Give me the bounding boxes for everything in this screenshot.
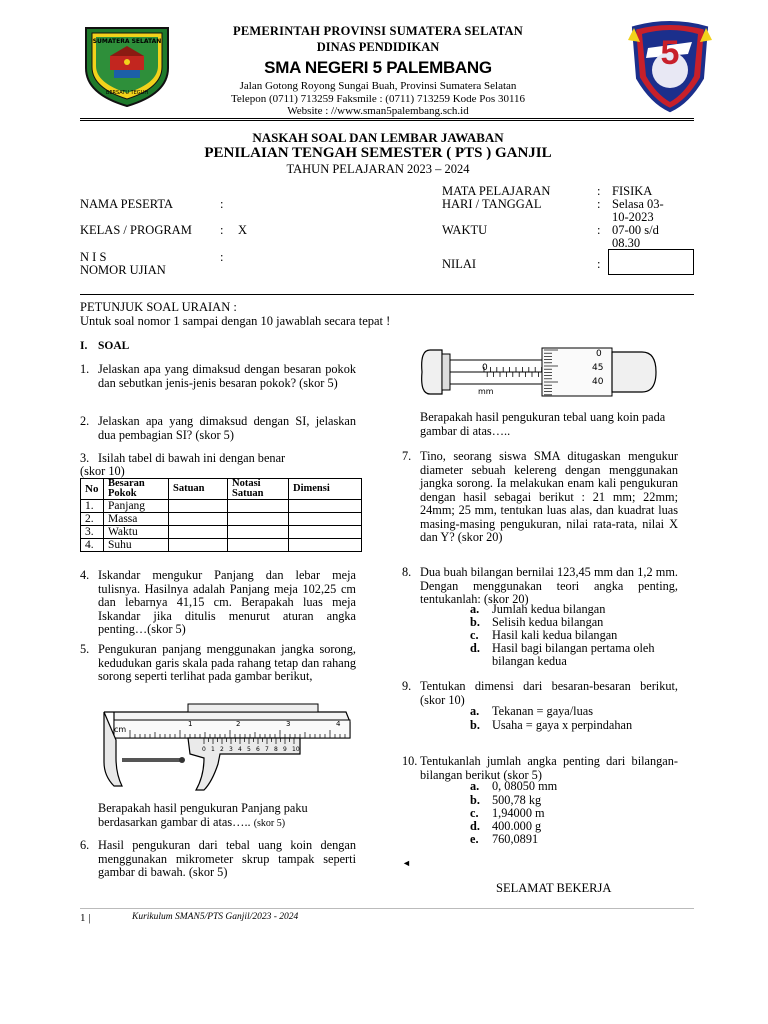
table-cell-empty[interactable]	[228, 513, 289, 526]
q8-option-text: Selisih kedua bilangan	[492, 615, 604, 629]
closing-text: SELAMAT BEKERJA	[496, 881, 612, 895]
header-website: Website : //www.sman5palembang.sch.id	[287, 105, 469, 117]
table-header: Notasi Satuan	[228, 479, 289, 500]
table-cell-no: 1.	[81, 500, 104, 513]
mapel-value: FISIKA	[612, 184, 653, 198]
hari-value-1: Selasa 03-	[612, 197, 664, 211]
section-number: I.	[80, 340, 88, 352]
hari-label: HARI / TANGGAL	[442, 197, 542, 211]
caliper-vernier-label: 10	[292, 746, 300, 753]
kelas-value: X	[238, 223, 248, 237]
waktu-label: WAKTU	[442, 223, 488, 237]
table-cell-empty[interactable]	[228, 500, 289, 513]
caliper-main-label: 2	[236, 720, 241, 728]
table-cell-empty[interactable]	[289, 513, 362, 526]
mapel-label: MATA PELAJARAN	[442, 184, 551, 198]
caliper-diagram	[100, 702, 356, 796]
table-header: No	[81, 479, 104, 500]
table-row	[81, 539, 362, 552]
footer-divider	[80, 908, 694, 909]
section-label: SOAL	[98, 340, 130, 352]
caliper-vernier-label: 3	[229, 746, 233, 753]
table-cell-empty[interactable]	[289, 539, 362, 552]
q2-number: 2.	[80, 414, 90, 428]
q5-after	[98, 802, 356, 830]
caliper-vernier-label: 1	[211, 746, 215, 753]
header-contact	[150, 80, 606, 118]
micrometer-thimble-label: 45	[592, 363, 604, 373]
q9-option-letter: a.	[470, 704, 480, 718]
q3-skor: (skor 10)	[80, 464, 125, 478]
table-header: Besaran Pokok	[104, 479, 169, 500]
waktu-value-1: 07-00 s/d	[612, 223, 659, 237]
q10-option-letter: b.	[470, 793, 480, 807]
hari-value-2: 10-2023	[612, 210, 654, 224]
q10-option-text: 400.000 g	[492, 819, 542, 833]
q9-number: 9.	[402, 679, 412, 693]
q9-text: Tentukan dimensi dari besaran-besaran berikut, (skor 10)	[420, 679, 678, 707]
q8-option-letter: d.	[470, 641, 480, 655]
micrometer-thimble-label: 40	[592, 377, 604, 387]
header-address: Jalan Gotong Royong Sungai Buah, Provinsi Sumatera Selatan	[239, 80, 517, 92]
q6-text: Hasil pengukuran dari tebal uang koin dengan menggunakan mikrometer skrup tampak seperti gambar di bawah. (skor 5)	[98, 838, 356, 879]
q8-option-letter: a.	[470, 602, 480, 616]
q6-after: Berapakah hasil pengukuran tebal uang koin pada gambar di atas…..	[420, 410, 666, 438]
q5-number: 5.	[80, 642, 90, 656]
waktu-value-2: 08.30	[612, 236, 641, 250]
q1-number: 1.	[80, 362, 90, 376]
q8-option-text: Jumlah kedua bilangan	[492, 602, 606, 616]
table-cell-empty[interactable]	[289, 526, 362, 539]
q8-option-letter: b.	[470, 615, 480, 629]
province-logo-text-top: SUMATERA SELATAN	[92, 38, 162, 45]
doc-year: TAHUN PELAJARAN 2023 – 2024	[286, 162, 470, 176]
table-cell-empty[interactable]	[169, 526, 228, 539]
q10-number: 10.	[402, 754, 418, 768]
q8-number: 8.	[402, 565, 412, 579]
table-header: Satuan	[169, 479, 228, 500]
table-header-row	[81, 479, 362, 500]
table-cell-empty[interactable]	[169, 500, 228, 513]
q5-text: Pengukuran panjang menggunakan jangka sorong, kedudukan garis skala pada rahang tetap dan rahang sorong seperti terlihat pada gambar berikut,	[98, 642, 356, 683]
table-cell-empty[interactable]	[289, 500, 362, 513]
kelas-label: KELAS / PROGRAM	[80, 223, 192, 237]
table-cell-besaran: Massa	[104, 513, 169, 526]
table-row	[81, 513, 362, 526]
table-cell-empty[interactable]	[228, 539, 289, 552]
nama-colon: :	[220, 197, 224, 211]
table-cell-besaran: Waktu	[104, 526, 169, 539]
hari-colon: :	[597, 197, 601, 211]
table-cell-no: 2.	[81, 513, 104, 526]
cursor-arrow-icon: ◄	[402, 858, 411, 868]
q8-option-text: Hasil kali kedua bilangan	[492, 628, 618, 642]
nis-colon: :	[220, 250, 224, 264]
q10-text: Tentukanlah jumlah angka penting dari bilangan-bilangan berikut (skor 5)	[420, 754, 678, 782]
caliper-main-label: 3	[286, 720, 291, 728]
table-cell-besaran: Panjang	[104, 500, 169, 513]
q7-text: Tino, seorang siswa SMA ditugaskan mengukur diameter sebuah kelereng dengan menggunakan jangka sorong. Ia melakukan enam kali pengukuran dengan hasil sebagai berikut : 21 mm; 22mm; 24mm; 25 mm, tentukan luas alas, dan kuadrat luas masing-masing pengukuran, nilai rata-rata, nilai X dan Y? (skor 20)	[420, 449, 678, 544]
besaran-table	[80, 478, 362, 552]
q4-number: 4.	[80, 568, 90, 582]
q10-option-text: 500,78 kg	[492, 793, 542, 807]
nilai-colon: :	[597, 257, 601, 271]
waktu-colon: :	[597, 223, 601, 237]
q8-text: Dua buah bilangan bernilai 123,45 mm dan 1,2 mm. Dengan menggunakan teori angka penting, tentukanlah: (skor 20)	[420, 565, 678, 606]
caliper-vernier-label: 0	[202, 746, 206, 753]
caliper-vernier-label: 5	[247, 746, 251, 753]
school-logo-number: 5	[660, 34, 680, 72]
q4-text: Iskandar mengukur Panjang dan lebar meja tulisnya. Hasilnya adalah Panjang meja 102,25 cm dan lebarnya 41,15 cm. Berapakah luas meja Iskandar jika ditulis menurut aturan angka penting…(skor 5)	[98, 568, 356, 636]
header-province: PEMERINTAH PROVINSI SUMATERA SELATAN	[233, 24, 523, 38]
q8-option-text: Hasil bagi bilangan pertama oleh	[492, 641, 655, 655]
micrometer-thimble-label: 0	[596, 349, 602, 359]
table-cell-empty[interactable]	[228, 526, 289, 539]
footer-page: 1 |	[80, 912, 91, 924]
table-row	[81, 526, 362, 539]
table-cell-empty[interactable]	[169, 513, 228, 526]
header-divider	[80, 118, 694, 121]
nilai-box[interactable]	[608, 249, 694, 275]
q10-option-letter: e.	[470, 832, 479, 846]
q10-option-letter: d.	[470, 819, 480, 833]
q3-number: 3.	[80, 451, 90, 465]
micrometer-unit: mm	[478, 387, 494, 396]
q9-option-letter: b.	[470, 718, 480, 732]
header-department: DINAS PENDIDIKAN	[316, 40, 440, 54]
doc-subtitle: PENILAIAN TENGAH SEMESTER ( PTS ) GANJIL	[204, 145, 552, 161]
petunjuk-heading: PETUNJUK SOAL URAIAN :	[80, 300, 237, 314]
q3-text: Isilah tabel di bawah ini dengan benar	[98, 451, 286, 465]
caliper-main-label: 1	[188, 720, 193, 728]
q10-option-text: 0, 08050 mm	[492, 779, 558, 793]
doc-title: NASKAH SOAL DAN LEMBAR JAWABAN	[252, 130, 504, 145]
province-logo-text-bottom: BERSATU TEGUH	[105, 90, 149, 96]
q1-text: Jelaskan apa yang dimaksud dengan besaran pokok dan sebutkan jenis-jenis besaran pokok? (skor 5)	[98, 362, 356, 390]
q10-option-letter: c.	[470, 806, 479, 820]
caliper-vernier-label: 9	[283, 746, 287, 753]
table-cell-no: 4.	[81, 539, 104, 552]
q5-skor: (skor 5)	[253, 817, 286, 829]
nilai-label: NILAI	[442, 257, 477, 271]
table-cell-no: 3.	[81, 526, 104, 539]
petunjuk-text: Untuk soal nomor 1 sampai dengan 10 jawablah secara tepat !	[80, 314, 391, 328]
caliper-vernier-label: 2	[220, 746, 224, 753]
kelas-colon: :	[220, 223, 224, 237]
q2-text: Jelaskan apa yang dimaksud dengan SI, jelaskan dua pembagian SI? (skor 5)	[98, 414, 356, 442]
q5-after-text: Berapakah hasil pengukuran Panjang paku berdasarkan gambar di atas…..	[98, 801, 308, 829]
q9-option-text: Usaha = gaya x perpindahan	[492, 718, 633, 732]
micrometer-diagram	[420, 342, 660, 402]
caliper-vernier-label: 8	[274, 746, 278, 753]
q10-option-letter: a.	[470, 779, 480, 793]
header-school-name: SMA NEGERI 5 PALEMBANG	[264, 58, 492, 77]
table-row	[81, 500, 362, 513]
q10-option-text: 760,0891	[492, 832, 539, 846]
caliper-main-label: 4	[336, 720, 341, 728]
q7-number: 7.	[402, 449, 412, 463]
mapel-colon: :	[597, 184, 601, 198]
caliper-vernier-label: 7	[265, 746, 269, 753]
footer-text: Kurikulum SMAN5/PTS Ganjil/2023 - 2024	[132, 912, 299, 922]
micrometer-main-label: 0	[482, 363, 488, 373]
table-cell-besaran: Suhu	[104, 539, 169, 552]
caliper-unit: cm	[114, 725, 127, 734]
q6-number: 6.	[80, 838, 90, 852]
q10-option-text: 1,94000 m	[492, 806, 545, 820]
q9-option-text: Tekanan = gaya/luas	[492, 704, 593, 718]
header-phone: Telepon (0711) 713259 Faksmile : (0711) 713259 Kode Pos 30116	[230, 92, 526, 105]
table-header: Dimensi	[289, 479, 362, 500]
nama-label: NAMA PESERTA	[80, 197, 174, 211]
q8-option-text: bilangan kedua	[492, 654, 567, 668]
caliper-vernier-label: 4	[238, 746, 242, 753]
nis-label: N I S	[80, 250, 107, 264]
info-divider	[80, 294, 694, 295]
nomor-label: NOMOR UJIAN	[80, 263, 166, 277]
caliper-vernier-label: 6	[256, 746, 260, 753]
q8-option-letter: c.	[470, 628, 479, 642]
table-cell-empty[interactable]	[169, 539, 228, 552]
